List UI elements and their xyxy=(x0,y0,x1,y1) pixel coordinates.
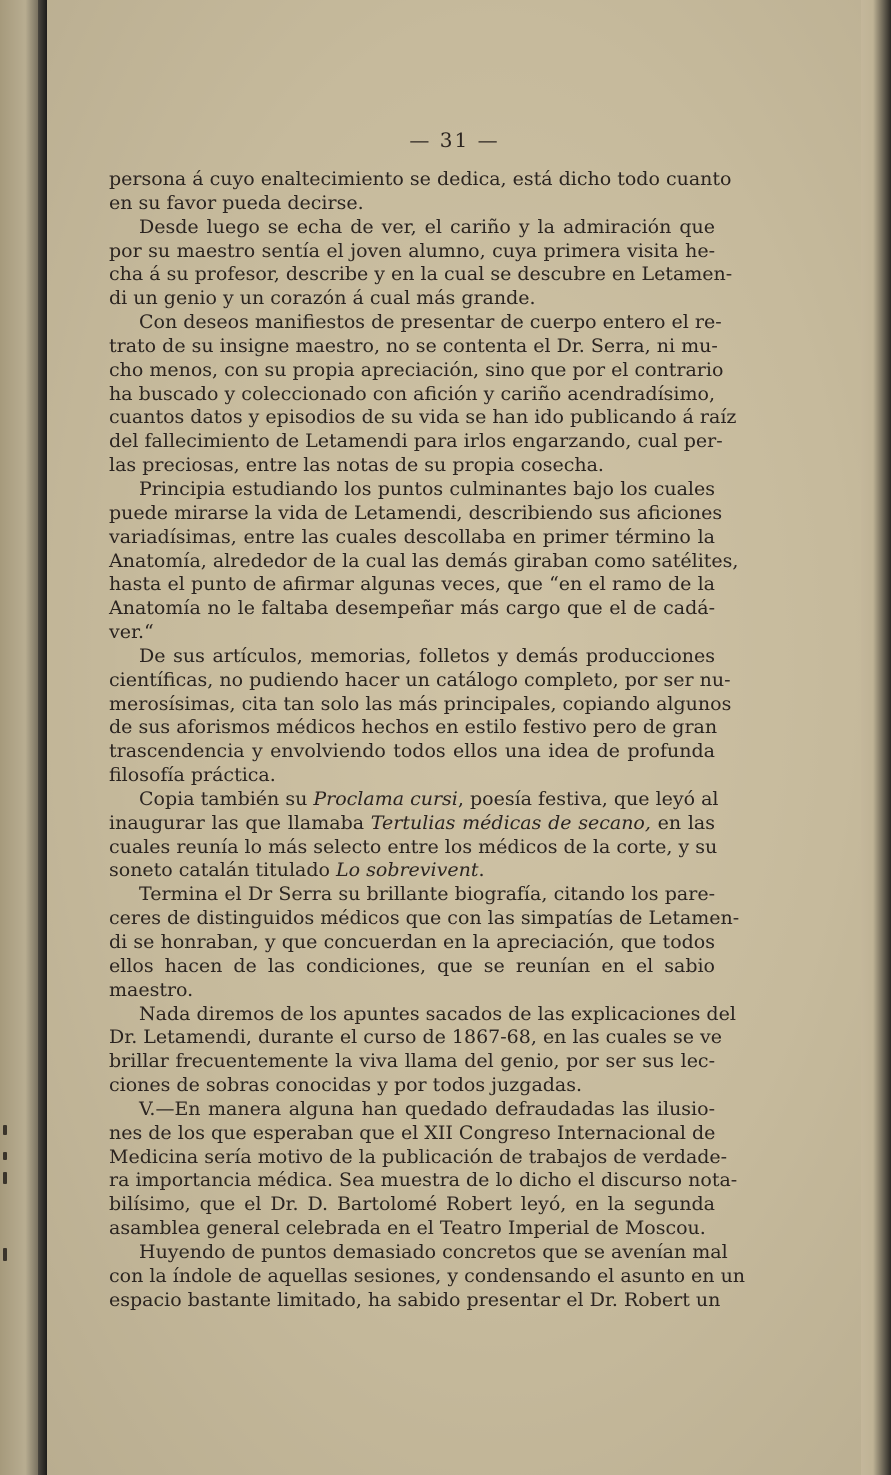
text-line: filosofía práctica. xyxy=(109,764,276,787)
text-line: bilísimo, que el Dr. D. Bartolomé Robert leyó, en la segunda xyxy=(109,1193,715,1216)
text-line: Nada diremos de los apuntes sacados de las explicaciones del xyxy=(139,1002,736,1025)
text-line: asamblea general celebrada en el Teatro Imperial de Moscou. xyxy=(109,1217,706,1240)
book-spine-shadow xyxy=(38,0,47,1475)
text-line: merosísimas, cita tan solo las más principales, copiando algunos xyxy=(109,692,732,715)
page-edge-shadow xyxy=(861,0,891,1475)
text-line: Principia estudiando los puntos culminantes bajo los cuales xyxy=(139,477,715,500)
text-line: Con deseos manifiestos de presentar de cuerpo entero el re- xyxy=(139,311,722,334)
text-line: Medicina sería motivo de la publicación de trabajos de verdade- xyxy=(109,1145,728,1168)
text-line: Anatomía, alrededor de la cual las demás giraban como satélites, xyxy=(109,549,739,572)
text-line: con la índole de aquellas sesiones, y condensando el asunto en un xyxy=(109,1264,746,1287)
text-line: del fallecimiento de Letamendi para irlos engarzando, cual per- xyxy=(109,430,723,453)
text-line: persona á cuyo enaltecimiento se dedica, está dicho todo cuanto xyxy=(109,168,732,190)
text-line: espacio bastante limitado, ha sabido presentar el Dr. Robert un xyxy=(109,1288,721,1311)
text-line: brillar frecuentemente la viva llama del genio, por ser sus lec- xyxy=(109,1050,715,1073)
work-title-italic: Lo sobrevivent xyxy=(336,859,479,882)
body-text xyxy=(109,168,746,1313)
page-number: — 31 — xyxy=(409,128,500,152)
text-line: Dr. Letamendi, durante el curso de 1867-68, en las cuales se ve xyxy=(109,1026,722,1049)
text-line: maestro. xyxy=(109,978,194,1001)
facing-page-glyph-fragment xyxy=(3,1125,7,1135)
text-line: hasta el punto de afirmar algunas veces, que “en el ramo de la xyxy=(109,573,715,596)
text-line: cuales reunía lo más selecto entre los médicos de la corte, y su xyxy=(109,835,718,858)
text-line: trascendencia y envolviendo todos ellos una idea de profunda xyxy=(109,740,715,763)
text-line: De sus artículos, memorias, folletos y demás producciones xyxy=(139,644,715,667)
text-line: cuantos datos y episodios de su vida se han ido publicando á raíz xyxy=(109,406,737,429)
text-line: ceres de distinguidos médicos que con las simpatías de Letamen- xyxy=(109,907,740,930)
text-line: ciones de sobras conocidas y por todos juzgadas. xyxy=(109,1074,583,1097)
text-line: ha buscado y coleccionado con afición y cariño acendradísimo, xyxy=(109,382,715,405)
facing-page-glyph-fragment xyxy=(3,1248,7,1261)
work-title-italic: Proclama cursi xyxy=(313,787,458,810)
text-line: ra importancia médica. Sea muestra de lo dicho el discurso nota- xyxy=(109,1169,738,1192)
facing-page-edge xyxy=(0,0,46,1475)
text-line: inaugurar las que llamaba Tertulias médicas de secano, en las xyxy=(109,811,715,834)
text-line: las preciosas, entre las notas de su propia cosecha. xyxy=(109,454,604,477)
text-line: trato de su insigne maestro, no se contenta el Dr. Serra, ni mu- xyxy=(109,334,718,357)
text-line: ver.“ xyxy=(109,621,154,644)
text-line: cho menos, con su propia apreciación, sino que por el contrario xyxy=(109,358,724,381)
text-line: soneto catalán titulado Lo sobrevivent. xyxy=(109,859,485,882)
book-page xyxy=(47,0,862,1475)
text-line: Desde luego se echa de ver, el cariño y la admiración que xyxy=(139,215,715,238)
text-line: Huyendo de puntos demasiado concretos que se avenían mal xyxy=(139,1240,728,1263)
text-line: en su favor pueda decirse. xyxy=(109,191,364,214)
text-line: ellos hacen de las condiciones, que se reunían en el sabio xyxy=(109,954,715,977)
text-line: V.—En manera alguna han quedado defraudadas las ilusio- xyxy=(139,1097,715,1120)
facing-page-glyph-fragment xyxy=(3,1172,7,1184)
text-line: científicas, no pudiendo hacer un catálogo completo, por ser nu- xyxy=(109,668,731,691)
text-line: Termina el Dr Serra su brillante biografía, citando los pare- xyxy=(139,883,715,906)
text-line: Anatomía no le faltaba desempeñar más cargo que el de cadá- xyxy=(109,597,715,620)
text-line: cha á su profesor, describe y en la cual se descubre en Letamen- xyxy=(109,263,733,286)
text-line: puede mirarse la vida de Letamendi, describiendo sus aficiones xyxy=(109,501,723,524)
text-line: por su maestro sentía el joven alumno, cuya primera visita he- xyxy=(109,239,715,262)
text-line: di un genio y un corazón á cual más grande. xyxy=(109,287,536,310)
text-line: nes de los que esperaban que el XII Congreso Internacional de xyxy=(109,1121,716,1144)
facing-page-glyph-fragment xyxy=(3,1152,7,1160)
text-line: di se honraban, y que concuerdan en la apreciación, que todos xyxy=(109,931,715,953)
text-line: variadísimas, entre las cuales descollaba en primer término la xyxy=(109,525,715,548)
text-line: de sus aforismos médicos hechos en estilo festivo pero de gran xyxy=(109,716,718,739)
text-line: Copia también su Proclama cursi, poesía festiva, que leyó al xyxy=(139,787,719,810)
work-title-italic: Tertulias médicas de secano, xyxy=(370,811,651,834)
